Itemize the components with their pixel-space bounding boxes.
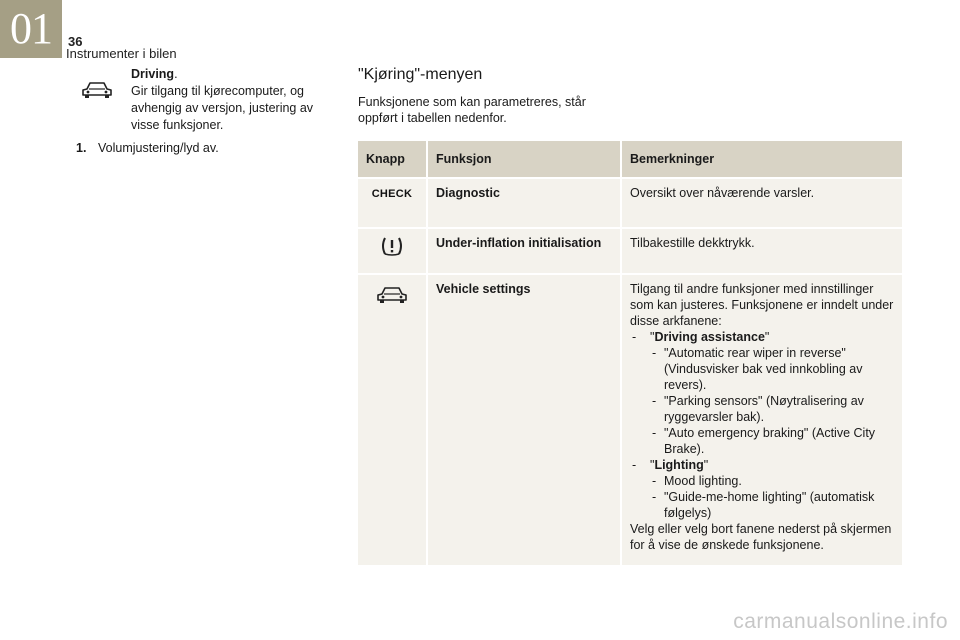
table-header-row bbox=[358, 141, 902, 177]
tab-name: Lighting bbox=[654, 458, 704, 472]
page-number: 36 bbox=[68, 34, 83, 49]
header-button: Knapp bbox=[358, 141, 428, 177]
settings-tab-list bbox=[630, 329, 894, 345]
header-remarks: Bemerkninger bbox=[622, 141, 902, 177]
quote-mark: " bbox=[703, 458, 709, 472]
driving-title: Driving bbox=[131, 67, 175, 81]
car-icon bbox=[375, 285, 409, 305]
remarks-cell bbox=[622, 177, 902, 227]
table-row bbox=[358, 177, 902, 227]
quote-mark: " bbox=[764, 330, 770, 344]
button-cell bbox=[358, 227, 428, 273]
list-item bbox=[630, 329, 894, 345]
left-column bbox=[76, 66, 326, 155]
remarks-footer: Velg eller velg bort fanene nederst på skjermen for å vise de ønskede funksjonene. bbox=[630, 522, 892, 552]
driving-desc: Gir tilgang til kjørecomputer, og avhengig av versjon, justering av visse funksjoner. bbox=[131, 84, 314, 132]
tire-pressure-warning-icon bbox=[379, 235, 405, 257]
list-item: - "Parking sensors" (Nøytralisering av ryggevarsler bak). bbox=[630, 393, 894, 425]
table-row bbox=[358, 227, 902, 273]
button-cell bbox=[358, 273, 428, 565]
table-row bbox=[358, 273, 902, 565]
function-name: Diagnostic bbox=[436, 186, 500, 200]
item-number: 1. bbox=[76, 141, 87, 155]
watermark: carmanualsonline.info bbox=[733, 610, 948, 633]
header-function: Funksjon bbox=[428, 141, 622, 177]
chapter-tab: 01 bbox=[0, 0, 62, 58]
remark-text: Tilgang til andre funksjoner med innstillinger som kan justeres. Funksjonene er inndelt under disse arkfanene: bbox=[630, 282, 894, 328]
menu-intro: Funksjonene som kan parametreres, står oppført i tabellen nedenfor. bbox=[358, 95, 586, 125]
function-cell bbox=[428, 227, 622, 273]
sub-list bbox=[630, 473, 894, 521]
functions-table bbox=[358, 141, 902, 565]
function-cell bbox=[428, 177, 622, 227]
remarks-cell bbox=[622, 273, 902, 565]
list-item: - "Auto emergency braking" (Active City Brake). bbox=[630, 425, 894, 457]
settings-tab-list bbox=[630, 457, 894, 473]
driving-description bbox=[131, 66, 331, 134]
list-item: - "Guide-me-home lighting" (automatisk følgelys) bbox=[630, 489, 894, 521]
check-button-label: CHECK bbox=[371, 188, 413, 200]
function-name: Under-inflation initialisation bbox=[436, 236, 602, 250]
list-item: - Mood lighting. bbox=[630, 473, 894, 489]
function-name: Vehicle settings bbox=[436, 282, 531, 296]
sub-list bbox=[630, 345, 894, 457]
list-item: - "Automatic rear wiper in reverse" (Vindusvisker bak ved innkobling av revers). bbox=[630, 345, 894, 393]
item-text: Volumjustering/lyd av. bbox=[98, 141, 219, 155]
remarks-cell bbox=[622, 227, 902, 273]
remark-text: Tilbakestille dekktrykk. bbox=[630, 236, 755, 250]
quote-mark: " bbox=[650, 330, 655, 344]
list-item bbox=[630, 457, 894, 473]
quote-mark: " bbox=[650, 458, 655, 472]
car-icon bbox=[80, 80, 114, 100]
remark-text: Oversikt over nåværende varsler. bbox=[630, 186, 815, 200]
driving-period: . bbox=[174, 67, 178, 81]
function-cell bbox=[428, 273, 622, 565]
driving-entry bbox=[76, 66, 326, 132]
numbered-item bbox=[76, 140, 219, 157]
tab-name: Driving assistance bbox=[654, 330, 765, 344]
menu-title: "Kjøring"-menyen bbox=[358, 66, 483, 83]
section-title: Instrumenter i bilen bbox=[66, 46, 177, 61]
button-cell bbox=[358, 177, 428, 227]
